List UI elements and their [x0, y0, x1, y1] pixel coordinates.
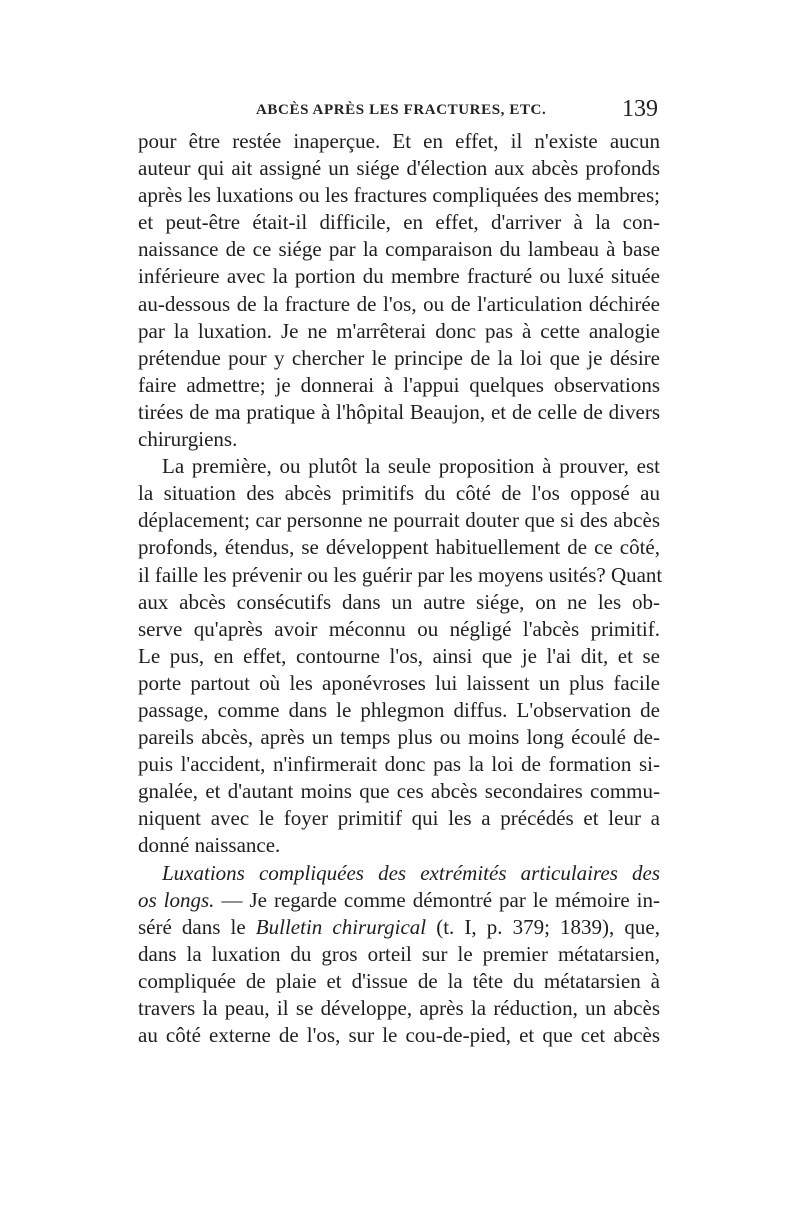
text-line: pour être restée inaperçue. Et en effet, il n'existe aucun: [138, 129, 660, 153]
text-line: prétendue pour y chercher le principe de la loi que je désire: [138, 345, 660, 370]
text-line: auteur qui ait assigné un siége d'élection aux abcès profonds: [138, 156, 660, 181]
text-line: dans la luxation du gros orteil sur le premier métatarsien,: [138, 941, 660, 966]
heading-end: os longs.: [138, 887, 215, 912]
text-line: porte partout où les aponévroses lui laissent un plus facile: [138, 670, 660, 695]
text-line: déplacement; car personne ne pourrait douter que si des abcès: [138, 508, 660, 533]
text-line: puis l'accident, n'infirmerait donc pas la loi de formation si-: [138, 752, 660, 777]
text-line: gnalée, et d'autant moins que ces abcès secondaires commu-: [138, 779, 660, 804]
running-title: ABCÈS APRÈS LES FRACTURES, ETC.: [256, 102, 547, 118]
text-line: et peut-être était-il difficile, en effet, d'arriver à la con-: [138, 210, 660, 235]
text-line: profonds, étendus, se développent habituellement de ce côté,: [138, 535, 660, 560]
text-line: [138, 887, 660, 914]
text-line: inférieure avec la portion du membre fracturé ou luxé située: [138, 264, 660, 289]
text-line: passage, comme dans le phlegmon diffus. L'observation de: [138, 697, 660, 722]
heading-rest: — Je regarde comme démontré par le mémoire in-: [214, 887, 660, 912]
text-line: il faille les prévenir ou les guérir par les moyens usités? Quant: [138, 562, 663, 587]
text-line: au-dessous de la fracture de l'os, ou de l'articulation déchirée: [138, 291, 660, 316]
text-line: chirurgiens.: [138, 427, 238, 452]
text-line: au côté externe de l'os, sur le cou-de-pied, et que cet abcès: [138, 1023, 660, 1048]
text-line: [138, 914, 660, 941]
text-line: naissance de ce siége par la comparaison du lambeau à base: [138, 237, 660, 262]
text-line: tirées de ma pratique à l'hôpital Beaujon, et de celle de divers: [138, 399, 660, 424]
text-line: par la luxation. Je ne m'arrêterai donc pas à cette analogie: [138, 318, 660, 343]
page-number: 139: [622, 96, 658, 122]
text-line: travers la peau, il se développe, après la réduction, un abcès: [138, 996, 660, 1020]
text-line: donné naissance.: [138, 833, 281, 858]
text-line: niquent avec le foyer primitif qui les a précédés et leur a: [138, 806, 660, 831]
text-line: compliquée de plaie et d'issue de la tête du métatarsien à: [138, 968, 660, 993]
running-head: [138, 96, 658, 126]
text-line: la situation des abcès primitifs du côté de l'os opposé au: [138, 481, 660, 506]
text-line: La première, ou plutôt la seule proposition à prouver, est: [162, 454, 660, 479]
bulletin-post: (t. I, p. 379; 1839), que,: [426, 914, 660, 939]
text-line: après les luxations ou les fractures compliquées des membres;: [138, 183, 660, 208]
text-line: serve qu'après avoir méconnu ou négligé l'abcès primitif.: [138, 616, 660, 641]
bulletin-pre: séré dans le: [138, 914, 256, 939]
text-line: aux abcès consécutifs dans un autre siége, on ne les ob-: [138, 589, 660, 614]
text-line: Le pus, en effet, contourne l'os, ainsi que je l'ai dit, et se: [138, 643, 660, 668]
text-line: faire admettre; je donnerai à l'appui quelques observations: [138, 372, 660, 397]
text-line: pareils abcès, après un temps plus ou moins long écoulé de-: [138, 725, 660, 750]
body-text: [138, 128, 663, 1049]
section-heading-luxations: Luxations compliquées des extrémités articulaires des: [162, 860, 660, 885]
bulletin-title: Bulletin chirurgical: [255, 914, 427, 939]
